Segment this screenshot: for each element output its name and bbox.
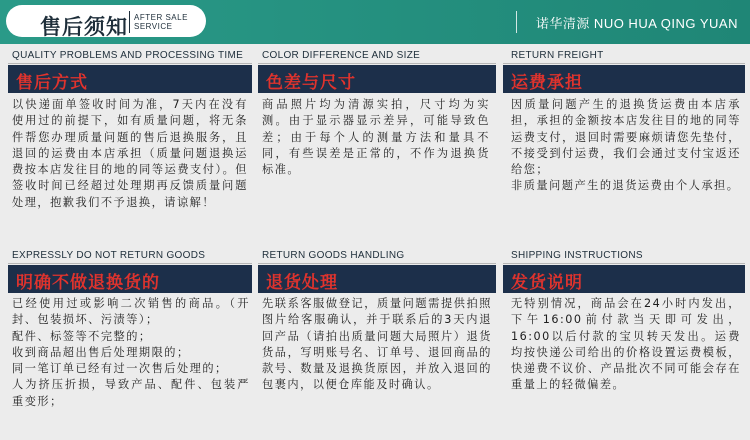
section-shipping — [503, 244, 747, 440]
section-body — [511, 296, 741, 394]
section-title: 运费承担 — [511, 73, 583, 93]
list-item: 同一笔订单已经有过一次售后处理的； — [12, 362, 228, 376]
section-body — [262, 296, 492, 394]
section-text-2: 非质量问题产生的退货运费由个人承担。 — [511, 179, 740, 193]
section-body — [12, 296, 250, 410]
section-label: RETURN FREIGHT — [511, 50, 604, 61]
list-item: 配件、标签等不完整的； — [12, 329, 152, 343]
brand-divider — [516, 11, 517, 33]
section-text: 以快递面单签收时间为准，7天内在没有使用过的前提下，如有质量问题，将无条件帮您办理质量问题的售后退换服务，且退回的运费由本店承担（质量问题退换运费按本店发往目的地的同等运费支付）。但签收时间已经超过处理期再反馈质量问题处理，抱歉我们不予退换，请谅解！ — [12, 98, 248, 209]
section-rule — [503, 63, 745, 64]
section-color-size — [258, 44, 506, 244]
list-item: 已经使用过或影响二次销售的商品。（开封、包装损坏、污渍等）； — [12, 297, 250, 327]
section-text: 先联系客服做登记，质量问题需提供拍照图片给客服确认，并于联系后的3天内退回产品（请拍出质量问题大局照片）退货货品，写明账号名、订单号、退回商品的款号、数量及退换货原因，并放入退回的包裹内，以便仓库能及时确认。 — [262, 297, 492, 392]
subtitle-line-2: SERVICE — [134, 22, 173, 31]
section-quality — [8, 44, 256, 244]
section-body — [511, 97, 741, 195]
section-rule — [8, 63, 252, 64]
section-title-bar — [503, 65, 745, 93]
section-text-1: 因质量问题产生的退换货运费由本店承担，承担的金额按本店发往目的地的同等运费支付，退回时需要麻烦请您先垫付，不接受到付运费，我们会通过支付宝返还给您； — [511, 98, 741, 177]
section-label: SHIPPING INSTRUCTIONS — [511, 250, 643, 261]
section-return-handling — [258, 244, 506, 440]
section-title: 退货处理 — [266, 273, 338, 293]
brand-name: 诺华清源 NUO HUA QING YUAN — [535, 16, 738, 31]
section-rule — [258, 63, 496, 64]
section-title-bar — [258, 65, 496, 93]
title-pill — [6, 5, 206, 37]
section-title: 发货说明 — [511, 273, 583, 293]
page-subtitle — [134, 13, 188, 31]
section-rule — [258, 263, 496, 264]
list-item: 人为挤压折损，导致产品、配件、包装严重变形； — [12, 378, 250, 408]
subtitle-line-1: AFTER SALE — [134, 13, 188, 22]
section-title: 售后方式 — [16, 73, 88, 93]
section-title-bar — [8, 65, 252, 93]
section-rule — [503, 263, 745, 264]
section-title: 色差与尺寸 — [266, 73, 356, 93]
section-text: 无特别情况，商品会在24小时内发出，下午16:00前付款当天即可发出，16:00以后付款的宝贝转天发出。运费均按快递公司给出的价格设置运费模板，快递费不议价、产品批次不同可能会存在重量上的轻微偏差。 — [511, 297, 741, 392]
section-title: 明确不做退换货的 — [16, 273, 160, 293]
page-title: 售后须知 — [40, 15, 128, 39]
section-label: EXPRESSLY DO NOT RETURN GOODS — [12, 250, 206, 261]
title-divider — [129, 11, 130, 33]
section-title-bar — [258, 265, 496, 293]
section-title-bar — [8, 265, 252, 293]
section-body — [12, 97, 248, 211]
section-return-freight — [503, 44, 747, 244]
section-label: RETURN GOODS HANDLING — [262, 250, 405, 261]
section-no-return — [8, 244, 256, 440]
list-item: 收到商品超出售后处理期限的； — [12, 345, 190, 359]
section-body — [262, 97, 490, 178]
section-label: QUALITY PROBLEMS AND PROCESSING TIME — [12, 50, 244, 61]
section-rule — [8, 263, 252, 264]
section-text: 商品照片均为清源实拍，尺寸均为实测。由于显示器显示差异，可能导致色差；由于每个人的测量方法和量具不同，有些误差是正常的，不作为退换货标准。 — [262, 98, 490, 177]
section-title-bar — [503, 265, 745, 293]
header-banner — [0, 0, 750, 44]
section-label: COLOR DIFFERENCE AND SIZE — [262, 50, 421, 61]
